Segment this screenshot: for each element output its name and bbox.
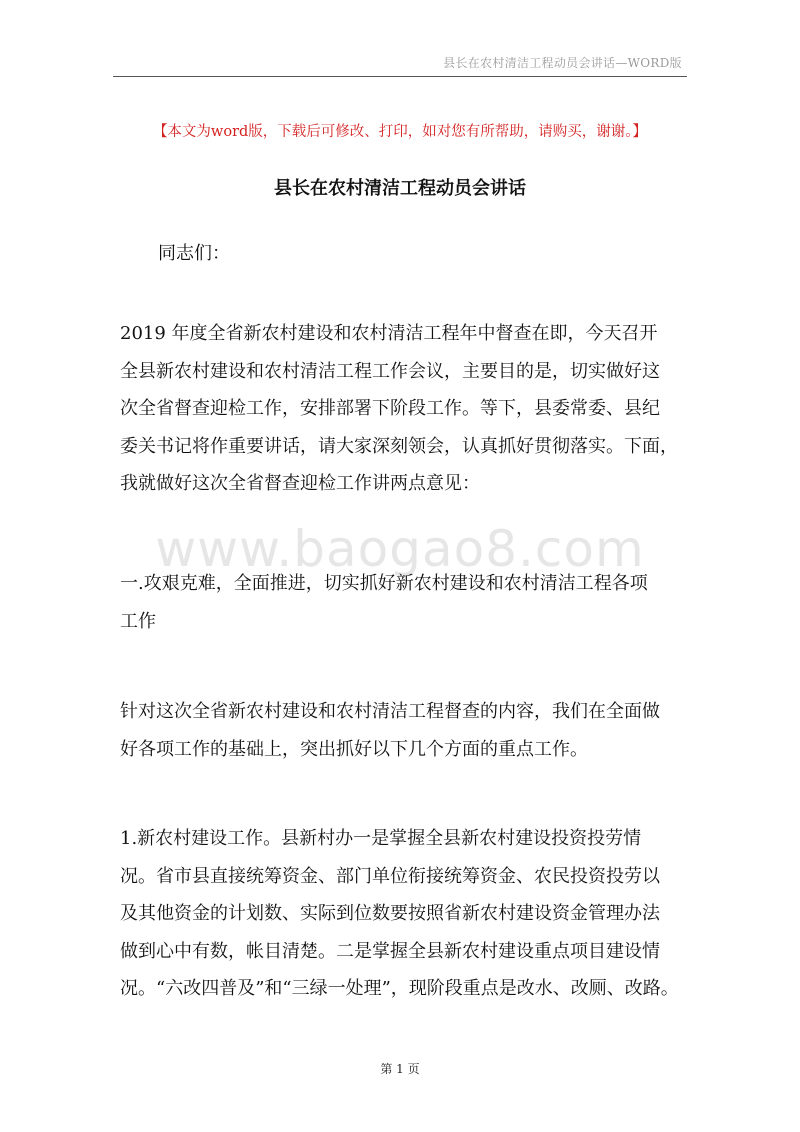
greeting: 同志们：	[158, 243, 230, 264]
text-line: 况。“六改四普及”和“三绿一处理”，现阶段重点是改水、改厕、改路。	[120, 978, 679, 999]
paragraph-item-1	[120, 820, 688, 1008]
header-divider	[113, 76, 687, 77]
paragraph-intro	[120, 315, 688, 503]
text-line: 1.新农村建设工作。县新村办一是掌握全县新农村建设投资投劳情	[120, 828, 642, 849]
text-line: 一.攻艰克难，全面推进，切实抓好新农村建设和农村清洁工程各项	[120, 573, 648, 594]
text-line: 做到心中有数，帐目清楚。二是掌握全县新农村建设重点项目建设情	[120, 940, 660, 962]
running-header: 县长在农村清洁工程动员会讲话—WORD版	[443, 56, 682, 70]
document-title: 县长在农村清洁工程动员会讲话	[274, 178, 526, 199]
section-heading-1	[120, 565, 688, 640]
text-line: 委关书记将作重要讲话，请大家深刻领会，认真抓好贯彻落实。下面，	[120, 435, 678, 457]
paragraph-focus	[120, 693, 688, 768]
purchase-notice: 【本文为word版，下载后可修改、打印，如对您有所帮助，请购买，谢谢。】	[152, 124, 648, 140]
text-line: 我就做好这次全省督查迎检工作讲两点意见：	[120, 473, 480, 494]
text-line: 次全省督查迎检工作，安排部署下阶段工作。等下，县委常委、县纪	[120, 398, 660, 419]
text-line: 况。省市县直接统筹资金、部门单位衔接统筹资金、农民投资投劳以	[120, 865, 660, 887]
text-line: 2019 年度全省新农村建设和农村清洁工程年中督查在即，今天召开	[120, 323, 658, 344]
page-number: 第 1 页	[380, 1062, 420, 1076]
text-line: 针对这次全省新农村建设和农村清洁工程督查的内容，我们在全面做	[120, 701, 660, 722]
text-line: 及其他资金的计划数、实际到位数要按照省新农村建设资金管理办法	[120, 903, 660, 924]
text-line: 好各项工作的基础上，突出抓好以下几个方面的重点工作。	[120, 738, 588, 760]
text-line: 工作	[120, 610, 156, 632]
text-line: 全县新农村建设和农村清洁工程工作会议，主要目的是，切实做好这	[120, 360, 660, 382]
watermark: www.baogao8.com	[155, 520, 645, 578]
